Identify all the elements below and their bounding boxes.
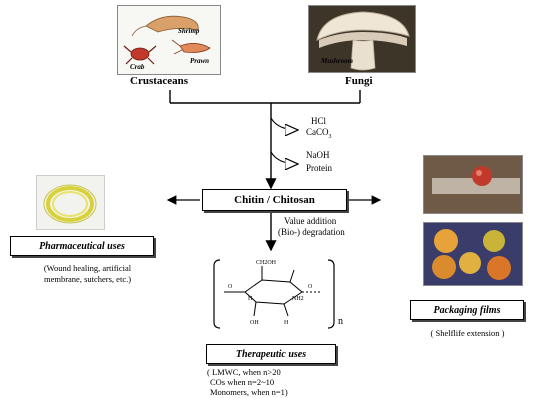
- caco3-removal-arrow: [271, 118, 298, 130]
- packaging-films-box: [410, 300, 524, 320]
- pharmaceutical-desc-1: (Wound healing, artificial: [43, 263, 132, 273]
- svg-text:NH2: NH2: [292, 296, 304, 302]
- film-ring-illustration: [37, 176, 104, 229]
- svg-text:OH: OH: [250, 320, 259, 326]
- caco3-main: CaCO: [306, 127, 329, 137]
- fruits-illustration: [424, 223, 522, 285]
- pharmaceutical-photo: [36, 175, 105, 230]
- naoh-label: NaOH: [306, 150, 330, 160]
- svg-text:H: H: [284, 320, 289, 326]
- therapeutic-uses-title: Therapeutic uses: [235, 348, 307, 360]
- hcl-label: HCl: [311, 116, 327, 126]
- therapeutic-desc-1: ( LMWC, when n>20: [207, 367, 281, 377]
- crustaceans-title: Crustaceans: [130, 75, 189, 87]
- chitin-chitosan-label: Chitin / Chitosan: [234, 194, 315, 206]
- packaging-films-title: Packaging films: [433, 304, 501, 316]
- bio-degradation-label: (Bio-) degradation: [278, 227, 345, 237]
- protein-removal-arrow: [271, 152, 298, 164]
- packaging-desc: ( Shelflife extension ): [430, 328, 505, 338]
- apple-film-illustration: [424, 156, 522, 213]
- shrimp-label: Shrimp: [178, 27, 200, 35]
- crab-label: Crab: [130, 63, 145, 71]
- packaging-photo-bottom: [423, 222, 523, 286]
- prawn-label: Prawn: [190, 57, 210, 65]
- caco3-sub: 3: [328, 133, 332, 140]
- svg-text:O: O: [308, 284, 313, 290]
- value-addition-label: Value addition: [284, 216, 337, 226]
- pharmaceutical-desc-2: membrane, sutchers, etc.): [43, 274, 132, 284]
- svg-text:H: H: [248, 296, 253, 302]
- packaging-photo-top: [423, 155, 523, 214]
- svg-text:O: O: [228, 284, 233, 290]
- pharmaceutical-uses-title: Pharmaceutical uses: [39, 240, 125, 252]
- protein-label: Protein: [306, 163, 332, 173]
- fungi-title: Fungi: [345, 75, 373, 87]
- n-subscript: n: [338, 316, 343, 327]
- chitin-chitosan-box: [202, 189, 347, 211]
- caco3-label: [306, 127, 332, 143]
- pharmaceutical-uses-box: [10, 236, 154, 256]
- therapeutic-uses-box: [206, 344, 336, 364]
- chitosan-structure: [210, 252, 350, 334]
- therapeutic-desc-2: COs when n=2~10: [210, 377, 275, 387]
- mushroom-label: Mushroom: [321, 57, 353, 65]
- therapeutic-desc-3: Monomers, when n=1): [210, 387, 288, 397]
- svg-text:CH2OH: CH2OH: [256, 260, 277, 266]
